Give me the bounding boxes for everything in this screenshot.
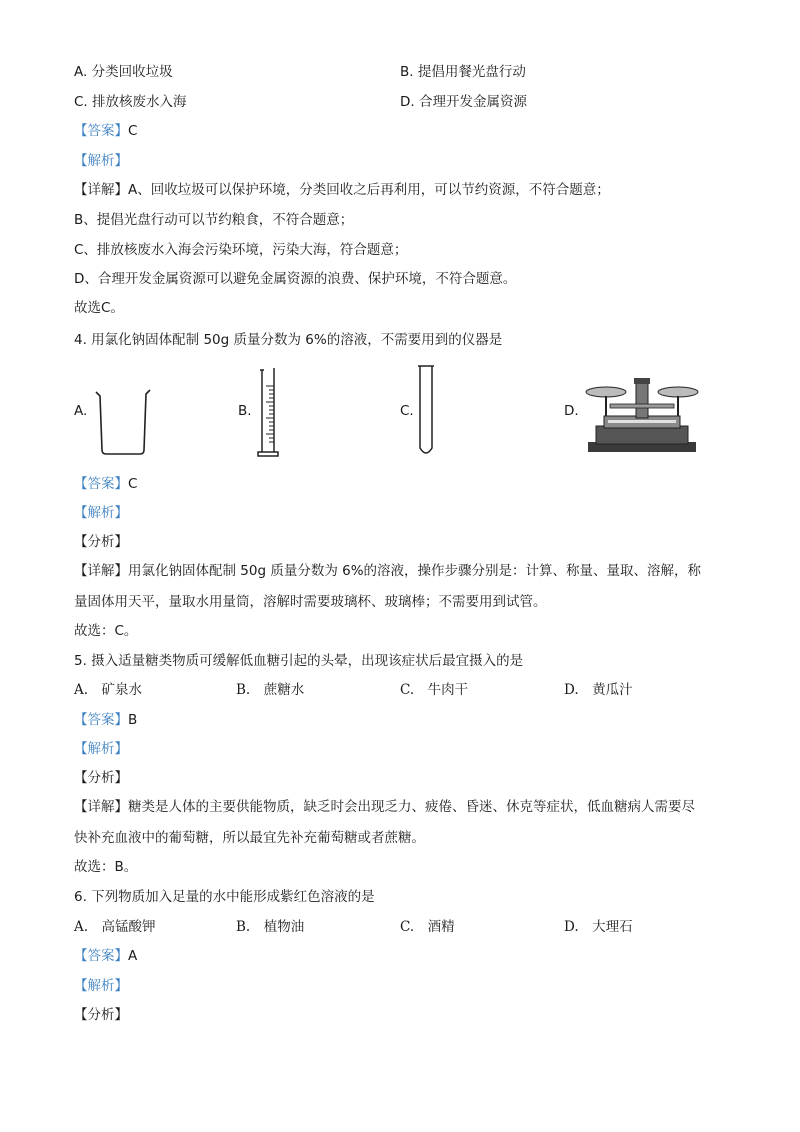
q4-option-c-label: C. xyxy=(400,403,414,419)
q3-option-d: D. 合理开发金属资源 xyxy=(400,94,527,110)
q5-option-b: B. 蔗糖水 xyxy=(236,682,305,698)
q3-conclusion: 故选C。 xyxy=(74,300,124,316)
q6-option-c: C. 酒精 xyxy=(400,919,455,935)
q5-option-a: A. 矿泉水 xyxy=(74,682,143,698)
detail-tag: 【详解】 xyxy=(74,799,128,815)
q5-analysis-tag: 【解析】 xyxy=(74,741,128,757)
q5-option-d: D. 黄瓜汁 xyxy=(564,682,633,698)
q4-detail-line-2: 量固体用天平，量取水用量筒，溶解时需要玻璃杯、玻璃棒；不需要用到试管。 xyxy=(74,594,547,610)
answer-tag: 【答案】 xyxy=(74,476,128,492)
q4-detail-line-1 xyxy=(74,561,701,581)
q3-option-a: A. 分类回收垃圾 xyxy=(74,64,173,80)
q4-fenxi-tag: 【分析】 xyxy=(74,534,128,550)
q6-fenxi-tag: 【分析】 xyxy=(74,1007,128,1023)
q4-answer-line xyxy=(74,474,137,494)
q6-option-b: B. 植物油 xyxy=(236,919,305,935)
graduated-cylinder-icon xyxy=(256,366,286,462)
q6-analysis-tag: 【解析】 xyxy=(74,978,128,994)
balance-scale-icon xyxy=(584,376,700,456)
q3-detail-line-4: D、合理开发金属资源可以避免金属资源的浪费、保护环境，不符合题意。 xyxy=(74,271,517,287)
q3-answer: C xyxy=(128,123,138,139)
q6-option-d: D. 大理石 xyxy=(564,919,633,935)
q3-detail-line-2: B、提倡光盘行动可以节约粮食，不符合题意； xyxy=(74,212,354,228)
q5-conclusion: 故选：B。 xyxy=(74,859,138,875)
answer-tag: 【答案】 xyxy=(74,712,128,728)
q5-answer-line xyxy=(74,710,137,730)
q5-detail-line-1 xyxy=(74,797,695,817)
q6-answer: A xyxy=(128,948,138,964)
q5-option-c: C. 牛肉干 xyxy=(400,682,469,698)
q5-detail-line-2: 快补充血液中的葡萄糖，所以最宜先补充葡萄糖或者蔗糖。 xyxy=(74,830,425,846)
q3-option-c: C. 排放核废水入海 xyxy=(74,94,187,110)
beaker-icon xyxy=(90,388,160,458)
q3-answer-line xyxy=(74,121,137,141)
q6-question: 6. 下列物质加入足量的水中能形成紫红色溶液的是 xyxy=(74,889,375,905)
test-tube-icon xyxy=(414,364,440,460)
q5-answer: B xyxy=(128,712,138,728)
q5-question: 5. 摄入适量糖类物质可缓解低血糖引起的头晕，出现该症状后最宜摄入的是 xyxy=(74,653,524,669)
q3-analysis-tag: 【解析】 xyxy=(74,153,128,169)
q4-detail-text-1: 用氯化钠固体配制 50g 质量分数为 6%的溶液，操作步骤分别是：计算、称量、量取、溶解，称 xyxy=(128,563,702,579)
q5-fenxi-tag: 【分析】 xyxy=(74,770,128,786)
q6-option-a: A. 高锰酸钾 xyxy=(74,919,156,935)
q3-option-b: B. 提倡用餐光盘行动 xyxy=(400,64,526,80)
detail-tag: 【详解】 xyxy=(74,182,128,198)
q5-detail-text-1: 糖类是人体的主要供能物质，缺乏时会出现乏力、疲倦、昏迷、休克等症状，低血糖病人需要尽 xyxy=(128,799,695,815)
q4-question: 4. 用氯化钠固体配制 50g 质量分数为 6%的溶液，不需要用到的仪器是 xyxy=(74,332,503,348)
q6-answer-line xyxy=(74,946,137,966)
q4-option-a-label: A. xyxy=(74,403,88,419)
q4-conclusion: 故选：C。 xyxy=(74,623,138,639)
answer-tag: 【答案】 xyxy=(74,123,128,139)
q4-option-b-label: B. xyxy=(238,403,252,419)
q3-detail-text-a: A、回收垃圾可以保护环境，分类回收之后再利用，可以节约资源，不符合题意； xyxy=(128,182,610,198)
q4-option-d-label: D. xyxy=(564,403,579,419)
q3-detail-line-3: C、排放核废水入海会污染环境，污染大海，符合题意； xyxy=(74,242,408,258)
detail-tag: 【详解】 xyxy=(74,563,128,579)
q4-analysis-tag: 【解析】 xyxy=(74,505,128,521)
q3-detail-line-1 xyxy=(74,180,610,200)
q4-answer: C xyxy=(128,476,138,492)
answer-tag: 【答案】 xyxy=(74,948,128,964)
